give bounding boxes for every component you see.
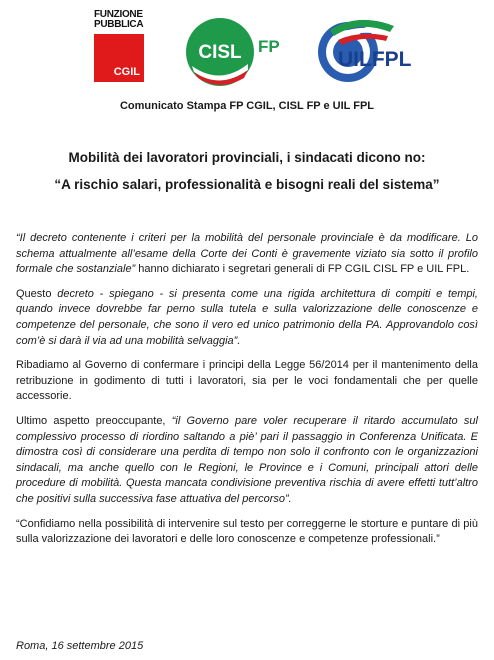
- paragraph-1: [16, 231, 478, 278]
- paragraph-2: [16, 287, 478, 349]
- uil-logo-text: UILFPL: [338, 48, 412, 71]
- paragraph-5: “Confidiamo nella possibilità di intervenire sul testo per correggerne le storture e puntare di più sulla valorizzazione dei lavoratori e delle loro conoscenze e competenze professionali.”: [16, 517, 478, 546]
- p2-quote: decreto - spiegano - si presenta come una rigida architettura di compiti e tempi, quando invece dovrebbe far perno sulla tutela e sulla valorizzazione delle conoscenze e competenze del personale, che sono il vero ed unico patrimonio della PA. Approvandolo così com’è si darà il via ad una mobilità selvaggia”.: [16, 287, 478, 347]
- subheadline: “A rischio salari, professionalità e bisogni reali del sistema”: [54, 177, 440, 192]
- cisl-logo-suffix: FP: [258, 37, 280, 56]
- date-line: Roma, 16 settembre 2015: [16, 640, 144, 652]
- logo-bar: [0, 0, 494, 92]
- fp-cgil-logo-line1: FUNZIONE: [94, 9, 143, 20]
- p4-quote: “il Governo pare voler recuperare il ritardo accumulato sul complessivo processo di riordino saltando a piè’ pari il passaggio in Conferenza Unificata. E dimostra così di considerare una perdita di tempo non solo il confronto con le organizzazioni sindacali, ma anche quello con le Regioni, le Province e i Comuni, principali attori delle procedure di mobilità. Questa mancata condivisione preventiva rischia di avere effetti tutt’altro che positivi sulla successiva fase attuativa del percorso”.: [16, 414, 478, 505]
- paragraph-4: [16, 414, 478, 508]
- paragraph-3: Ribadiamo al Governo di confermare i principi della Legge 56/2014 per il mantenimento della retribuzione in godimento di tutti i lavoratori, sia per le voci fondamentali che per quelle accessorie.: [16, 359, 478, 403]
- article-body: [16, 231, 478, 557]
- fp-cgil-logo-line2: PUBBLICA: [94, 19, 144, 30]
- headline: Mobilità dei lavoratori provinciali, i sindacati dicono no:: [68, 150, 426, 165]
- p4-lead: Ultimo aspetto preoccupante,: [16, 414, 172, 427]
- fp-cgil-logo: [94, 10, 154, 84]
- p1-rest: hanno dichiarato i segretari generali di FP CGIL CISL FP e UIL FPL.: [135, 263, 470, 276]
- press-release-label: Comunicato Stampa FP CGIL, CISL FP e UIL FPL: [119, 100, 375, 112]
- uil-fpl-logo: [308, 8, 428, 88]
- cisl-logo-text: CISL: [198, 42, 242, 63]
- cisl-fp-logo: [184, 16, 294, 90]
- p2-lead: Questo: [16, 287, 58, 300]
- fp-cgil-logo-brand: CGIL: [113, 66, 140, 78]
- fp-cgil-red-block: [94, 34, 144, 82]
- p1-quote: “Il decreto contenente i criteri per la mobilità del personale provinciale è da modificare. Lo schema attualmente all’esame della Corte dei Conti è gravemente viziato sia sotto il profilo formale che sostanziale”: [16, 232, 478, 276]
